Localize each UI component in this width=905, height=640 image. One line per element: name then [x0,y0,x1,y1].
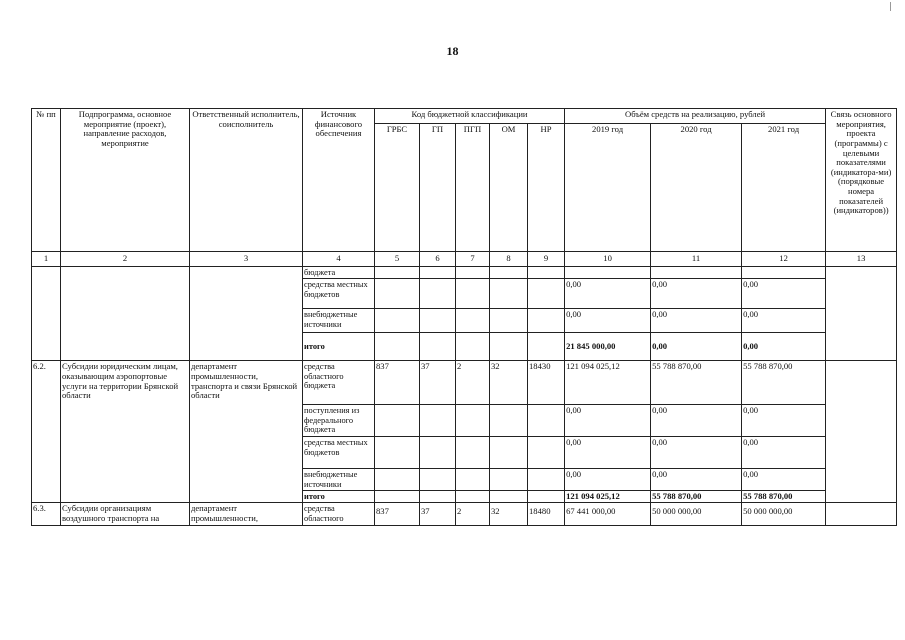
column-numbers-row [32,252,897,267]
value-2020: 0,00 [651,469,742,491]
item-name: Субсидии юридическим лицам, оказывающим аэропортовые услуги на территории Брянской области [61,361,190,503]
col-number: 4 [303,252,375,267]
budget-table [31,108,897,526]
item-responsible: департамент промышленности, транспорта и связи Брянской области [190,361,303,503]
item-name: Субсидии организациям воздушного транспорта на [61,503,190,525]
value-2020: 0,00 [651,279,742,309]
code-gp: 37 [420,503,456,525]
code-om: 32 [490,361,528,405]
cell-link [826,503,897,525]
value-2019: 67 441 000,00 [565,503,651,525]
code-pgp: 2 [456,503,490,525]
col-number: 5 [375,252,420,267]
code-nr: 18430 [528,361,565,405]
col-number: 12 [742,252,826,267]
table-row [32,267,897,279]
source-federal: поступления из федерального бюджета [303,405,375,437]
col-number: 7 [456,252,490,267]
header-volume: Объём средств на реализацию, рублей [565,109,826,124]
cell-link [826,267,897,361]
value-2021: 0,00 [742,279,826,309]
code-om: 32 [490,503,528,525]
header-budget-code: Код бюджетной классификации [375,109,565,124]
value-2020: 0,00 [651,333,742,361]
source-total: итого [303,333,375,361]
col-number: 13 [826,252,897,267]
value-2021: 0,00 [742,309,826,333]
value-2021: 0,00 [742,405,826,437]
value-2021: 55 788 870,00 [742,361,826,405]
value-2019: 0,00 [565,405,651,437]
col-number: 6 [420,252,456,267]
source-local: средства местных бюджетов [303,437,375,469]
code-grbs: 837 [375,361,420,405]
col-number: 9 [528,252,565,267]
source-regional: средства областного бюджета [303,361,375,405]
value-2019: 0,00 [565,437,651,469]
header-link: Связь основного мероприятия, проекта (программы) с целевыми показателями (индикатора-ми) (порядковые номера показателей (индикаторов)) [826,109,897,252]
col-number: 1 [32,252,61,267]
source-extrabudget: внебюджетные источники [303,309,375,333]
cell-no [32,267,61,361]
source-total: итого [303,491,375,503]
value-2019: 0,00 [565,279,651,309]
source-regional: средства областного [303,503,375,525]
cell-name [61,267,190,361]
value-2019: 0,00 [565,309,651,333]
header-2020: 2020 год [651,124,742,252]
col-number: 10 [565,252,651,267]
page-number: 18 [446,44,459,58]
page-edge-mark [890,2,891,11]
header-grbs: ГРБС [375,124,420,252]
value-2020: 0,00 [651,309,742,333]
value-2020: 0,00 [651,405,742,437]
table-row [32,361,897,405]
header-source: Источник финансового обеспечения [303,109,375,252]
value-2020: 0,00 [651,437,742,469]
item-number: 6.2. [32,361,61,503]
header-nr: НР [528,124,565,252]
cell-link [826,361,897,503]
header-responsible: Ответственный исполнитель, соисполнитель [190,109,303,252]
value-2021: 0,00 [742,333,826,361]
header-row [32,109,897,124]
header-no: № пп [32,109,61,252]
cell-responsible [190,267,303,361]
value-2020: 50 000 000,00 [651,503,742,525]
value-2020: 55 788 870,00 [651,361,742,405]
value-2019: 121 094 025,12 [565,361,651,405]
code-grbs: 837 [375,503,420,525]
code-pgp: 2 [456,361,490,405]
header-gp: ГП [420,124,456,252]
value-2021: 50 000 000,00 [742,503,826,525]
item-responsible: департамент промышленности, [190,503,303,525]
header-om: ОМ [490,124,528,252]
value-2019: 21 845 000,00 [565,333,651,361]
header-pgp: ПГП [456,124,490,252]
source-budget: бюджета [303,267,375,279]
value-2021: 0,00 [742,437,826,469]
header-2019: 2019 год [565,124,651,252]
header-subprogram: Подпрограмма, основное мероприятие (проект), направление расходов, мероприятие [61,109,190,252]
table-row [32,503,897,525]
value-2019: 0,00 [565,469,651,491]
source-extrabudget: внебюджетные источники [303,469,375,491]
value-2021: 55 788 870,00 [742,491,826,503]
value-2019: 121 094 025,12 [565,491,651,503]
col-number: 8 [490,252,528,267]
header-2021: 2021 год [742,124,826,252]
code-gp: 37 [420,361,456,405]
value-2020: 55 788 870,00 [651,491,742,503]
col-number: 2 [61,252,190,267]
col-number: 11 [651,252,742,267]
code-nr: 18480 [528,503,565,525]
col-number: 3 [190,252,303,267]
source-local: средства местных бюджетов [303,279,375,309]
value-2021: 0,00 [742,469,826,491]
item-number: 6.3. [32,503,61,525]
